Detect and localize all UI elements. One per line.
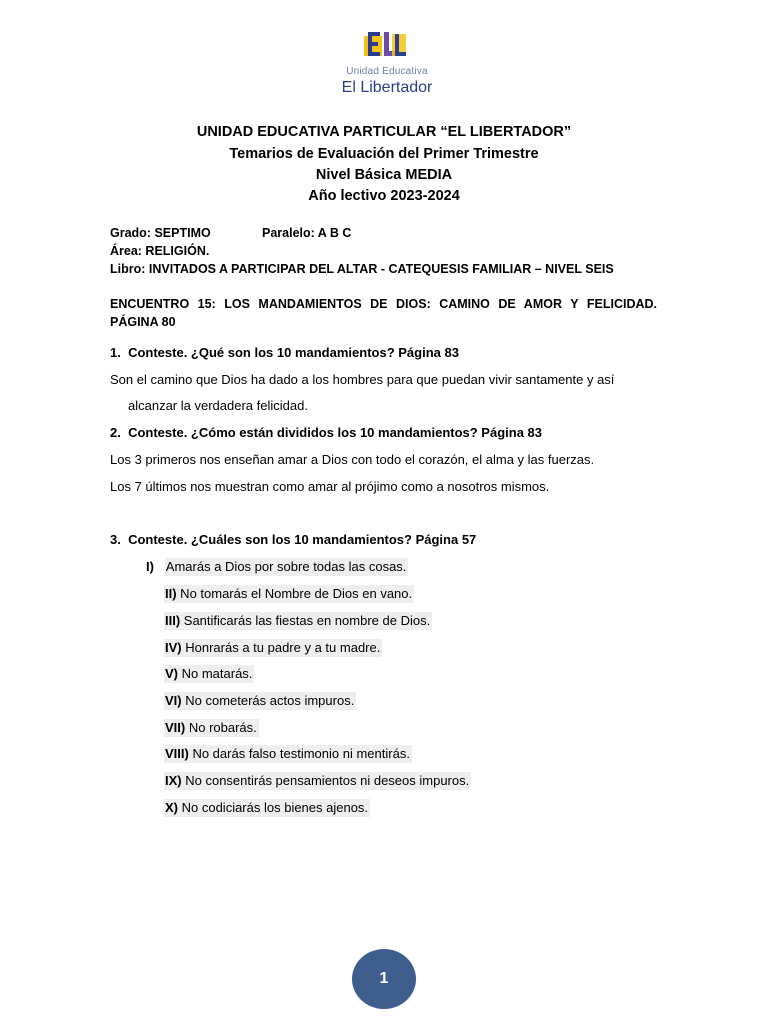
commandment-8 bbox=[164, 745, 412, 763]
commandment-text: No darás falso testimonio ni mentirás. bbox=[188, 746, 410, 761]
commandment-1 bbox=[146, 559, 408, 574]
school-year: Año lectivo 2023-2024 bbox=[308, 188, 460, 204]
commandment-5 bbox=[164, 665, 254, 683]
answer-2-line-2: Los 7 últimos nos muestran como amar al prójimo como a nosotros mismos. bbox=[110, 479, 550, 494]
commandment-text: No cometerás actos impuros. bbox=[181, 693, 355, 708]
document-title: Temarios de Evaluación del Primer Trimestre bbox=[229, 146, 539, 162]
commandment-number: I) bbox=[146, 559, 154, 574]
commandment-text: Amarás a Dios por sobre todas las cosas. bbox=[165, 559, 407, 574]
commandment-text: No consentirás pensamientos ni deseos impuros. bbox=[181, 773, 470, 788]
question-text: Conteste. ¿Cuáles son los 10 mandamientos? Página 57 bbox=[128, 532, 477, 547]
el-logo-mark-icon bbox=[364, 32, 410, 60]
commandment-text: Santificarás las fiestas en nombre de Dios. bbox=[180, 613, 431, 628]
commandment-9 bbox=[164, 772, 471, 790]
answer-1-line-1: Son el camino que Dios ha dado a los hombres para que puedan vivir santamente y así bbox=[110, 372, 615, 387]
commandment-text: No matarás. bbox=[178, 666, 253, 681]
commandment-6 bbox=[164, 692, 356, 710]
commandment-text: Honrarás a tu padre y a tu madre. bbox=[181, 640, 381, 655]
question-number: 2. bbox=[110, 425, 121, 440]
answer-1-line-2: alcanzar la verdadera felicidad. bbox=[128, 398, 308, 413]
book-label: Libro: INVITADOS A PARTICIPAR DEL ALTAR - CATEQUESIS FAMILIAR – NIVEL SEIS bbox=[110, 262, 614, 276]
answer-2-line-1: Los 3 primeros nos enseñan amar a Dios con todo el corazón, el alma y las fuerzas. bbox=[110, 452, 595, 467]
commandment-4 bbox=[164, 639, 382, 657]
school-logo bbox=[328, 14, 446, 106]
question-3 bbox=[110, 532, 476, 547]
logo-small-text: Unidad Educativa bbox=[346, 66, 428, 77]
encounter-title: ENCUENTRO 15: LOS MANDAMIENTOS DE DIOS: CAMINO DE AMOR Y FELICIDAD. bbox=[110, 297, 657, 311]
question-number: 1. bbox=[110, 345, 121, 360]
commandment-text: No codiciarás los bienes ajenos. bbox=[178, 800, 369, 815]
commandment-number: II) bbox=[165, 586, 177, 601]
commandment-number: VII) bbox=[165, 720, 186, 735]
encounter-page: PÁGINA 80 bbox=[110, 315, 176, 329]
commandment-7 bbox=[164, 719, 259, 737]
commandment-text: No robarás. bbox=[185, 720, 257, 735]
commandment-number: VI) bbox=[165, 693, 182, 708]
commandment-2 bbox=[164, 585, 414, 603]
question-number: 3. bbox=[110, 532, 121, 547]
page-number: 1 bbox=[352, 949, 416, 1009]
commandment-number: III) bbox=[165, 613, 181, 628]
commandment-number: VIII) bbox=[165, 746, 189, 761]
commandment-number: V) bbox=[165, 666, 178, 681]
question-2 bbox=[110, 425, 542, 440]
question-1 bbox=[110, 345, 459, 360]
commandment-3 bbox=[164, 612, 432, 630]
commandment-10 bbox=[164, 799, 370, 817]
question-text: Conteste. ¿Qué son los 10 mandamientos? Página 83 bbox=[128, 345, 459, 360]
level-title: Nivel Básica MEDIA bbox=[315, 167, 453, 183]
commandment-text: No tomarás el Nombre de Dios en vano. bbox=[176, 586, 413, 601]
school-title: UNIDAD EDUCATIVA PARTICULAR “EL LIBERTADOR” bbox=[196, 124, 572, 140]
question-text: Conteste. ¿Cómo están divididos los 10 mandamientos? Página 83 bbox=[128, 425, 543, 440]
commandment-number: X) bbox=[165, 800, 178, 815]
commandment-number: IV) bbox=[165, 640, 182, 655]
parallel-label: Paralelo: A B C bbox=[262, 226, 352, 240]
logo-name: El Libertador bbox=[341, 79, 433, 96]
grade-label: Grado: SEPTIMO bbox=[110, 226, 211, 240]
area-label: Área: RELIGIÓN. bbox=[110, 244, 210, 258]
commandment-number: IX) bbox=[165, 773, 182, 788]
